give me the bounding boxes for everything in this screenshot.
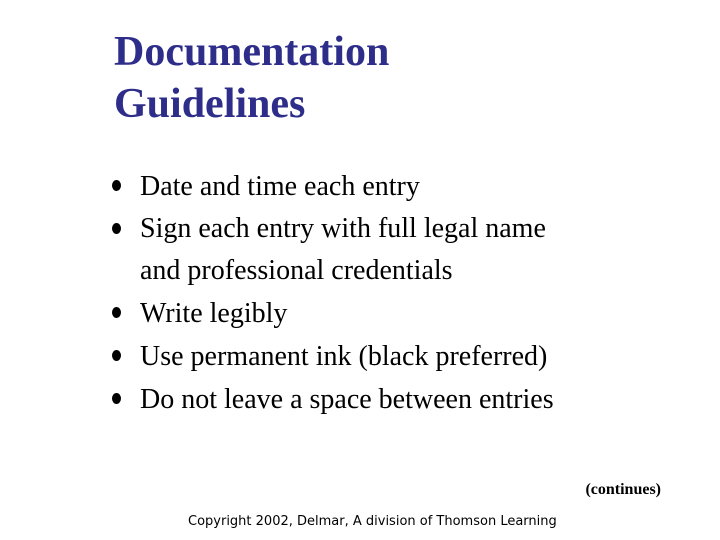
bullet-text-line-1: Sign each entry with full legal name xyxy=(140,213,546,244)
title-line-1: Documentation xyxy=(114,29,390,75)
bullet-text: Date and time each entry xyxy=(140,171,420,202)
bullet-item xyxy=(112,292,554,335)
bullet-text: Write legibly xyxy=(140,298,288,329)
bullet-text: Use permanent ink (black preferred) xyxy=(140,341,548,372)
bullet-item xyxy=(112,208,554,292)
bullet-text: Do not leave a space between entries xyxy=(140,384,554,415)
copyright-footer: Copyright 2002, Delmar, A division of Thomson Learning xyxy=(188,514,557,529)
bullet-icon xyxy=(112,350,121,361)
slide-title xyxy=(114,26,389,130)
continues-label: (continues) xyxy=(585,481,661,498)
bullet-icon xyxy=(112,393,121,404)
title-line-2: Guidelines xyxy=(114,81,306,127)
bullet-icon xyxy=(112,180,121,191)
bullet-item xyxy=(112,378,554,421)
bullet-item xyxy=(112,165,554,208)
bullet-icon xyxy=(112,307,121,318)
bullet-item xyxy=(112,335,554,378)
bullet-icon xyxy=(112,223,121,234)
bullet-list xyxy=(112,165,554,421)
bullet-text-line-2: and professional credentials xyxy=(140,255,453,286)
